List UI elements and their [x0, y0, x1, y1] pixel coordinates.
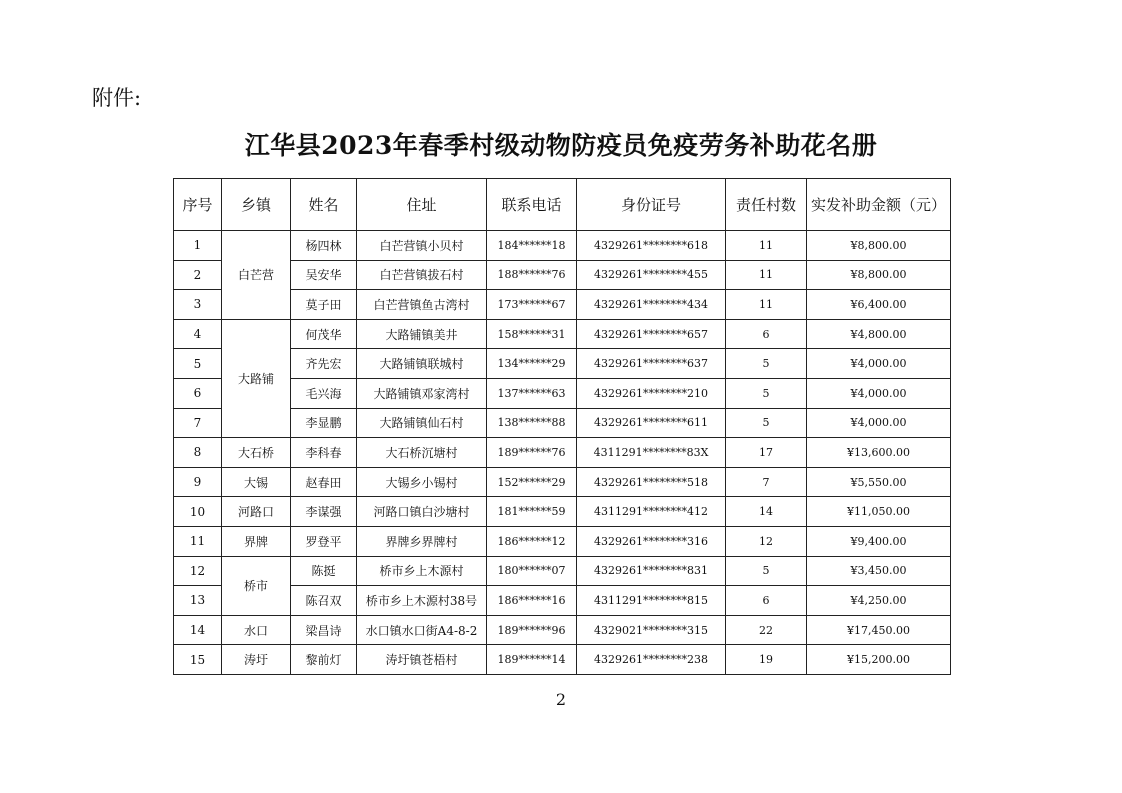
id-number-cell: 4329261********434 [577, 290, 726, 320]
name-cell: 赵春田 [291, 467, 357, 497]
township-cell: 水口 [222, 615, 291, 645]
township-cell: 大石桥 [222, 438, 291, 468]
address-cell: 河路口镇白沙塘村 [357, 497, 487, 527]
name-cell: 莫子田 [291, 290, 357, 320]
subsidy-amount-cell: ¥15,200.00 [807, 645, 951, 675]
table-row [174, 231, 951, 261]
name-cell: 陈挺 [291, 556, 357, 586]
township-cell: 河路口 [222, 497, 291, 527]
address-cell: 大路铺镇美井 [357, 319, 487, 349]
subsidy-amount-cell: ¥4,000.00 [807, 408, 951, 438]
address-cell: 大锡乡小锡村 [357, 467, 487, 497]
table-row [174, 556, 951, 586]
phone-cell: 137******63 [487, 378, 577, 408]
phone-cell: 152******29 [487, 467, 577, 497]
township-cell: 涛圩 [222, 645, 291, 675]
village-count-cell: 5 [726, 349, 807, 379]
phone-cell: 189******76 [487, 438, 577, 468]
name-cell: 杨四林 [291, 231, 357, 261]
name-cell: 李显鹏 [291, 408, 357, 438]
village-count-cell: 11 [726, 260, 807, 290]
address-cell: 白芒营镇鱼古湾村 [357, 290, 487, 320]
row-no-cell: 8 [174, 438, 222, 468]
table-row [174, 260, 951, 290]
subsidy-amount-cell: ¥4,000.00 [807, 349, 951, 379]
phone-cell: 138******88 [487, 408, 577, 438]
id-number-cell: 4311291********83X [577, 438, 726, 468]
header-township: 乡镇 [222, 179, 291, 231]
subsidy-amount-cell: ¥11,050.00 [807, 497, 951, 527]
phone-cell: 134******29 [487, 349, 577, 379]
address-cell: 涛圩镇苍梧村 [357, 645, 487, 675]
row-no-cell: 9 [174, 467, 222, 497]
township-cell: 桥市 [222, 556, 291, 615]
header-name: 姓名 [291, 179, 357, 231]
village-count-cell: 5 [726, 378, 807, 408]
village-count-cell: 6 [726, 586, 807, 616]
village-count-cell: 7 [726, 467, 807, 497]
page-number: 2 [555, 690, 567, 709]
township-cell: 白芒营 [222, 231, 291, 320]
header-address: 住址 [357, 179, 487, 231]
id-number-cell: 4329261********611 [577, 408, 726, 438]
header-phone: 联系电话 [487, 179, 577, 231]
address-cell: 大路铺镇邓家湾村 [357, 378, 487, 408]
subsidy-amount-cell: ¥4,250.00 [807, 586, 951, 616]
phone-cell: 189******14 [487, 645, 577, 675]
table-row [174, 615, 951, 645]
subsidy-amount-cell: ¥17,450.00 [807, 615, 951, 645]
name-cell: 黎前灯 [291, 645, 357, 675]
row-no-cell: 2 [174, 260, 222, 290]
id-number-cell: 4329261********831 [577, 556, 726, 586]
id-number-cell: 4329261********618 [577, 231, 726, 261]
id-number-cell: 4329261********210 [577, 378, 726, 408]
table-row [174, 408, 951, 438]
phone-cell: 188******76 [487, 260, 577, 290]
phone-cell: 186******12 [487, 526, 577, 556]
table-row [174, 467, 951, 497]
address-cell: 桥市乡上木源村38号 [357, 586, 487, 616]
name-cell: 齐先宏 [291, 349, 357, 379]
table-row [174, 290, 951, 320]
id-number-cell: 4329021********315 [577, 615, 726, 645]
id-number-cell: 4311291********815 [577, 586, 726, 616]
attachment-label: 附件: [92, 86, 142, 110]
village-count-cell: 17 [726, 438, 807, 468]
table-header-row [174, 179, 951, 231]
row-no-cell: 1 [174, 231, 222, 261]
header-subsidy-amount: 实发补助金额（元） [807, 179, 951, 231]
header-id-number: 身份证号 [577, 179, 726, 231]
subsidy-amount-cell: ¥5,550.00 [807, 467, 951, 497]
header-no: 序号 [174, 179, 222, 231]
subsidy-amount-cell: ¥3,450.00 [807, 556, 951, 586]
name-cell: 毛兴海 [291, 378, 357, 408]
subsidy-amount-cell: ¥8,800.00 [807, 260, 951, 290]
township-cell: 界牌 [222, 526, 291, 556]
row-no-cell: 11 [174, 526, 222, 556]
subsidy-amount-cell: ¥6,400.00 [807, 290, 951, 320]
address-cell: 白芒营镇小贝村 [357, 231, 487, 261]
row-no-cell: 13 [174, 586, 222, 616]
village-count-cell: 5 [726, 408, 807, 438]
village-count-cell: 11 [726, 231, 807, 261]
village-count-cell: 12 [726, 526, 807, 556]
id-number-cell: 4311291********412 [577, 497, 726, 527]
address-cell: 大路铺镇仙石村 [357, 408, 487, 438]
village-count-cell: 14 [726, 497, 807, 527]
village-count-cell: 5 [726, 556, 807, 586]
id-number-cell: 4329261********455 [577, 260, 726, 290]
name-cell: 李谋强 [291, 497, 357, 527]
id-number-cell: 4329261********518 [577, 467, 726, 497]
subsidy-amount-cell: ¥8,800.00 [807, 231, 951, 261]
village-count-cell: 6 [726, 319, 807, 349]
row-no-cell: 4 [174, 319, 222, 349]
subsidy-amount-cell: ¥13,600.00 [807, 438, 951, 468]
table-row [174, 497, 951, 527]
row-no-cell: 7 [174, 408, 222, 438]
subsidy-amount-cell: ¥4,800.00 [807, 319, 951, 349]
phone-cell: 189******96 [487, 615, 577, 645]
id-number-cell: 4329261********657 [577, 319, 726, 349]
name-cell: 陈召双 [291, 586, 357, 616]
row-no-cell: 5 [174, 349, 222, 379]
table-row [174, 349, 951, 379]
phone-cell: 180******07 [487, 556, 577, 586]
id-number-cell: 4329261********637 [577, 349, 726, 379]
name-cell: 何茂华 [291, 319, 357, 349]
row-no-cell: 10 [174, 497, 222, 527]
phone-cell: 173******67 [487, 290, 577, 320]
subsidy-roster-table [173, 178, 951, 675]
subsidy-amount-cell: ¥4,000.00 [807, 378, 951, 408]
table-row [174, 378, 951, 408]
row-no-cell: 14 [174, 615, 222, 645]
phone-cell: 181******59 [487, 497, 577, 527]
row-no-cell: 15 [174, 645, 222, 675]
address-cell: 桥市乡上木源村 [357, 556, 487, 586]
document-title: 江华县2023年春季村级动物防疫员免疫劳务补助花名册 [244, 131, 878, 160]
name-cell: 梁昌诗 [291, 615, 357, 645]
table-row [174, 319, 951, 349]
subsidy-amount-cell: ¥9,400.00 [807, 526, 951, 556]
village-count-cell: 22 [726, 615, 807, 645]
id-number-cell: 4329261********238 [577, 645, 726, 675]
table-body [174, 231, 951, 675]
address-cell: 白芒营镇拔石村 [357, 260, 487, 290]
phone-cell: 184******18 [487, 231, 577, 261]
row-no-cell: 12 [174, 556, 222, 586]
row-no-cell: 3 [174, 290, 222, 320]
township-cell: 大锡 [222, 467, 291, 497]
id-number-cell: 4329261********316 [577, 526, 726, 556]
table-row [174, 586, 951, 616]
name-cell: 吴安华 [291, 260, 357, 290]
address-cell: 大石桥沉塘村 [357, 438, 487, 468]
table-row [174, 645, 951, 675]
address-cell: 水口镇水口街A4-8-2 [357, 615, 487, 645]
village-count-cell: 19 [726, 645, 807, 675]
phone-cell: 158******31 [487, 319, 577, 349]
row-no-cell: 6 [174, 378, 222, 408]
phone-cell: 186******16 [487, 586, 577, 616]
name-cell: 罗登平 [291, 526, 357, 556]
village-count-cell: 11 [726, 290, 807, 320]
address-cell: 界牌乡界牌村 [357, 526, 487, 556]
table-row [174, 526, 951, 556]
name-cell: 李科春 [291, 438, 357, 468]
table-row [174, 438, 951, 468]
township-cell: 大路铺 [222, 319, 291, 437]
address-cell: 大路铺镇联城村 [357, 349, 487, 379]
header-village-count: 责任村数 [726, 179, 807, 231]
